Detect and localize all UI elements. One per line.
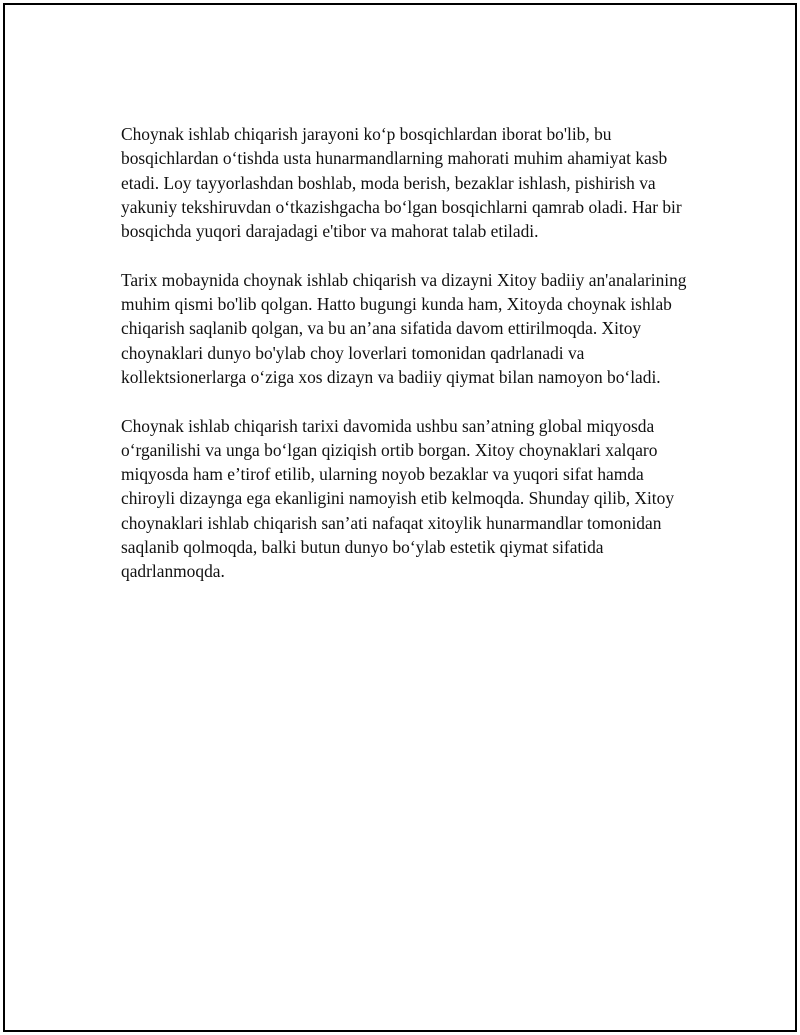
paragraph-2: Tarix mobaynida choynak ishlab chiqarish va dizayni Xitoy badiiy an'analarining muhim qismi bo'lib qolgan. Hatto bugungi kunda ham, Xitoyda choynak ishlab chiqarish saqlanib qolgan, va bu an’ana sifatida davom ettirilmoqda. Xitoy choynaklari dunyo bo'ylab choy loverlari tomonidan qadrlanadi va kollektsionerlarga o‘ziga xos dizayn va badiiy qiymat bilan namoyon bo‘ladi. <box>121 269 687 387</box>
paragraph-3: Choynak ishlab chiqarish tarixi davomida ushbu san’atning global miqyosda o‘rganilishi va unga bo‘lgan qiziqish ortib borgan. Xitoy choynaklari xalqaro miqyosda ham e’tirof etilib, ularning noyob bezaklar va yuqori sifat hamda chiroyli dizaynga ega ekanligini namoyish etib kelmoqda. Shunday qilib, Xitoy choynaklari ishlab chiqarish san’ati nafaqat xitoylik hunarmandlar tomonidan saqlanib qolmoqda, balki butun dunyo bo‘ylab estetik qiymat sifatida qadrlanmoqda. <box>121 415 675 582</box>
paragraph-1: Choynak ishlab chiqarish jarayoni ko‘p bosqichlardan iborat bo'lib, bu bosqichlardan o‘tishda usta hunarmandlarning mahorati muhim ahamiyat kasb etadi. Loy tayyorlashdan boshlab, moda berish, bezaklar ishlash, pishirish va yakuniy tekshiruvdan o‘tkazishgacha bo‘lgan bosqichlarni qamrab oladi. Har bir bosqichda yuqori darajadagi e'tibor va mahorat talab etiladi. <box>121 124 682 242</box>
document-page <box>3 3 797 1032</box>
document-body <box>121 122 693 584</box>
